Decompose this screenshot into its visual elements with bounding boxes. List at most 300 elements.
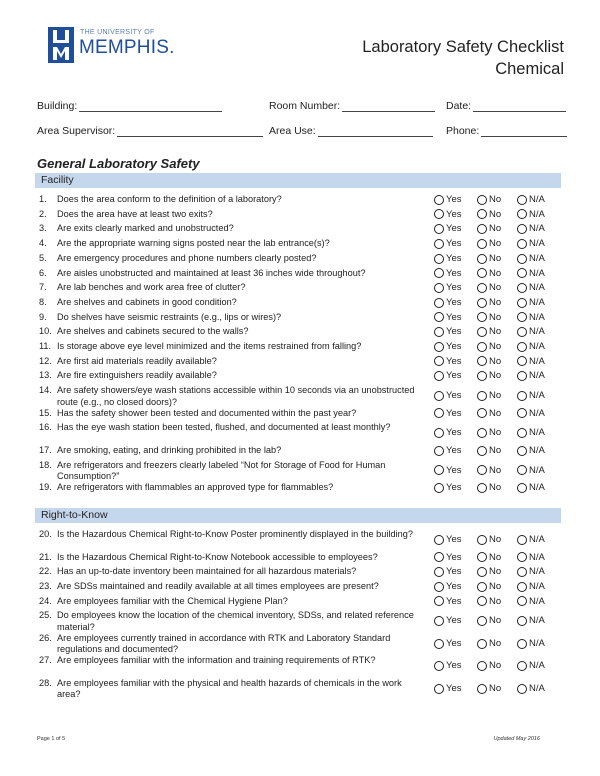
- radio-circle-icon[interactable]: [517, 371, 527, 381]
- item-question: Is the Hazardous Chemical Right-to-Know Poster prominently displayed in the building?: [57, 529, 413, 539]
- option-yes[interactable]: [434, 683, 462, 695]
- option-no[interactable]: [477, 581, 501, 593]
- radio-circle-icon[interactable]: [517, 195, 527, 205]
- answer-options: [434, 655, 564, 678]
- option-yes[interactable]: [434, 326, 462, 338]
- option-no[interactable]: [477, 482, 501, 494]
- radio-circle-icon[interactable]: [477, 552, 487, 562]
- option-label: Yes: [446, 296, 462, 308]
- checklist-item: [39, 297, 562, 312]
- radio-circle-icon[interactable]: [434, 239, 444, 249]
- radio-circle-icon[interactable]: [477, 298, 487, 308]
- radio-circle-icon[interactable]: [477, 283, 487, 293]
- option-na[interactable]: [517, 660, 545, 672]
- radio-circle-icon[interactable]: [434, 268, 444, 278]
- area-supervisor-input[interactable]: [117, 125, 263, 137]
- option-label: N/A: [529, 444, 545, 456]
- option-label: N/A: [529, 660, 545, 672]
- answer-options: [434, 268, 564, 283]
- radio-circle-icon[interactable]: [434, 342, 444, 352]
- radio-circle-icon[interactable]: [477, 239, 487, 249]
- option-yes[interactable]: [434, 238, 462, 250]
- option-label: N/A: [529, 682, 545, 694]
- radio-circle-icon[interactable]: [434, 616, 444, 626]
- option-no[interactable]: [477, 427, 501, 439]
- radio-circle-icon[interactable]: [434, 312, 444, 322]
- radio-circle-icon[interactable]: [434, 483, 444, 493]
- option-label: N/A: [529, 390, 545, 402]
- option-no[interactable]: [477, 596, 501, 608]
- radio-circle-icon[interactable]: [517, 224, 527, 234]
- option-label: N/A: [529, 252, 545, 264]
- option-na[interactable]: [517, 581, 545, 593]
- answer-options: [434, 341, 564, 356]
- option-na[interactable]: [517, 552, 545, 564]
- radio-circle-icon[interactable]: [517, 616, 527, 626]
- option-na[interactable]: [517, 408, 545, 420]
- option-na[interactable]: [517, 390, 545, 402]
- option-no[interactable]: [477, 534, 501, 546]
- page-number: Page 1 of 5: [37, 736, 66, 742]
- option-label: No: [489, 637, 502, 649]
- item-number: 6.: [39, 267, 47, 278]
- room-number-label: Room Number:: [269, 100, 341, 112]
- item-number: 16.: [39, 422, 52, 433]
- checklist-item: [39, 223, 562, 238]
- checklist-item: [39, 610, 562, 633]
- item-number: 15.: [39, 407, 52, 418]
- option-na[interactable]: [517, 223, 545, 235]
- option-na[interactable]: [517, 482, 545, 494]
- item-question: Are shelves and cabinets secured to the walls?: [57, 326, 249, 337]
- item-question: Are SDSs maintained and readily available at all times employees are present?: [57, 580, 379, 591]
- radio-circle-icon[interactable]: [434, 684, 444, 694]
- item-number: 23.: [39, 580, 52, 591]
- option-yes[interactable]: [434, 312, 462, 324]
- option-na[interactable]: [517, 445, 545, 457]
- option-no[interactable]: [477, 223, 501, 235]
- option-na[interactable]: [517, 282, 545, 294]
- option-label: No: [489, 682, 502, 694]
- option-na[interactable]: [517, 427, 545, 439]
- option-yes[interactable]: [434, 268, 462, 280]
- answer-options: [434, 529, 564, 552]
- radio-circle-icon[interactable]: [517, 209, 527, 219]
- item-question: Has the safety shower been tested and documented within the past year?: [57, 407, 357, 418]
- radio-circle-icon[interactable]: [477, 268, 487, 278]
- option-yes[interactable]: [434, 465, 462, 477]
- area-supervisor-field: [37, 125, 263, 137]
- radio-circle-icon[interactable]: [517, 483, 527, 493]
- item-number: 19.: [39, 482, 52, 492]
- university-logo-icon: [48, 27, 74, 63]
- option-label: Yes: [446, 464, 462, 476]
- option-na[interactable]: [517, 615, 545, 627]
- radio-circle-icon[interactable]: [517, 239, 527, 249]
- radio-circle-icon[interactable]: [434, 391, 444, 401]
- radio-circle-icon[interactable]: [477, 639, 487, 649]
- checklist-item: [39, 633, 562, 656]
- item-question: Does the area conform to the definition of a laboratory?: [57, 194, 282, 204]
- answer-options: [434, 445, 564, 460]
- item-number: 20.: [39, 529, 52, 539]
- checklist-item: [39, 529, 562, 552]
- radio-circle-icon[interactable]: [434, 356, 444, 366]
- radio-circle-icon[interactable]: [517, 567, 527, 577]
- option-label: Yes: [446, 194, 462, 205]
- option-label: N/A: [529, 194, 545, 205]
- option-label: Yes: [446, 341, 462, 352]
- option-na[interactable]: [517, 683, 545, 695]
- option-na[interactable]: [517, 194, 545, 206]
- item-number: 4.: [39, 238, 47, 249]
- radio-circle-icon[interactable]: [517, 684, 527, 694]
- building-input[interactable]: [79, 100, 222, 112]
- checklist-item: [39, 552, 562, 567]
- radio-circle-icon[interactable]: [517, 327, 527, 337]
- radio-circle-icon[interactable]: [434, 283, 444, 293]
- item-question: Has the eye wash station been tested, flushed, and documented at least monthly?: [57, 422, 391, 433]
- option-yes[interactable]: [434, 356, 462, 368]
- option-no[interactable]: [477, 356, 501, 368]
- option-label: No: [489, 267, 502, 279]
- radio-circle-icon[interactable]: [434, 582, 444, 592]
- answer-options: [434, 370, 564, 385]
- phone-field: [446, 125, 567, 137]
- radio-circle-icon[interactable]: [434, 298, 444, 308]
- option-no[interactable]: [477, 638, 501, 650]
- answer-options: [434, 223, 564, 238]
- item-number: 11.: [39, 341, 52, 351]
- option-no[interactable]: [477, 268, 501, 280]
- item-question: Are employees familiar with the Chemical Hygiene Plan?: [57, 595, 288, 606]
- radio-circle-icon[interactable]: [477, 582, 487, 592]
- date-field: [446, 100, 566, 112]
- radio-circle-icon[interactable]: [477, 254, 487, 264]
- option-no[interactable]: [477, 566, 501, 578]
- radio-circle-icon[interactable]: [477, 446, 487, 456]
- radio-circle-icon[interactable]: [517, 661, 527, 671]
- radio-circle-icon[interactable]: [477, 312, 487, 322]
- item-number: 25.: [39, 610, 52, 621]
- option-label: No: [489, 595, 502, 607]
- option-label: N/A: [529, 208, 545, 220]
- option-na[interactable]: [517, 534, 545, 546]
- radio-circle-icon[interactable]: [477, 661, 487, 671]
- option-yes[interactable]: [434, 534, 462, 546]
- radio-circle-icon[interactable]: [517, 408, 527, 418]
- option-label: Yes: [446, 223, 462, 235]
- radio-circle-icon[interactable]: [517, 391, 527, 401]
- radio-circle-icon[interactable]: [517, 428, 527, 438]
- checklist-item: [39, 312, 562, 327]
- option-label: No: [489, 296, 502, 308]
- option-label: N/A: [529, 551, 545, 563]
- option-label: N/A: [529, 223, 545, 235]
- option-yes[interactable]: [434, 194, 462, 206]
- logo-small-text: THE UNIVERSITY OF: [80, 29, 155, 36]
- item-number: 22.: [39, 566, 52, 577]
- checklist-item: [39, 482, 562, 497]
- building-label: Building:: [37, 100, 78, 112]
- option-yes[interactable]: [434, 408, 462, 420]
- radio-circle-icon[interactable]: [434, 371, 444, 381]
- option-no[interactable]: [477, 615, 501, 627]
- option-label: No: [489, 551, 502, 563]
- option-na[interactable]: [517, 638, 545, 650]
- option-label: No: [489, 615, 502, 627]
- radio-circle-icon[interactable]: [477, 356, 487, 366]
- answer-options: [434, 581, 564, 596]
- item-question: Are first aid materials readily available?: [57, 355, 217, 366]
- option-no[interactable]: [477, 209, 501, 221]
- item-question: Are smoking, eating, and drinking prohibited in the lab?: [57, 444, 282, 455]
- option-na[interactable]: [517, 566, 545, 578]
- radio-circle-icon[interactable]: [434, 209, 444, 219]
- option-yes[interactable]: [434, 638, 462, 650]
- radio-circle-icon[interactable]: [517, 639, 527, 649]
- item-question: Are aisles unobstructed and maintained at least 36 inches wide throughout?: [57, 267, 366, 278]
- radio-circle-icon[interactable]: [477, 483, 487, 493]
- radio-circle-icon[interactable]: [517, 596, 527, 606]
- option-label: No: [489, 311, 502, 323]
- item-number: 5.: [39, 252, 47, 263]
- option-na[interactable]: [517, 238, 545, 250]
- option-no[interactable]: [477, 297, 501, 309]
- option-no[interactable]: [477, 282, 501, 294]
- item-number: 17.: [39, 444, 52, 455]
- option-no[interactable]: [477, 660, 501, 672]
- option-no[interactable]: [477, 390, 501, 402]
- group-header: Facility: [35, 173, 561, 188]
- room-number-input[interactable]: [342, 100, 435, 112]
- item-question: Are employees currently trained in accordance with RTK and Laboratory Standard regulations and documented?: [57, 632, 391, 655]
- radio-circle-icon[interactable]: [517, 582, 527, 592]
- answer-options: [434, 282, 564, 297]
- option-na[interactable]: [517, 341, 545, 353]
- option-label: Yes: [446, 208, 462, 220]
- option-label: Yes: [446, 534, 462, 545]
- option-label: Yes: [446, 682, 462, 694]
- option-label: Yes: [446, 566, 462, 578]
- radio-circle-icon[interactable]: [477, 684, 487, 694]
- option-yes[interactable]: [434, 223, 462, 235]
- radio-circle-icon[interactable]: [434, 661, 444, 671]
- item-question: Is the Hazardous Chemical Right-to-Know Notebook accessible to employees?: [57, 551, 378, 562]
- option-no[interactable]: [477, 552, 501, 564]
- radio-circle-icon[interactable]: [517, 535, 527, 545]
- option-label: N/A: [529, 637, 545, 649]
- radio-circle-icon[interactable]: [477, 535, 487, 545]
- item-number: 12.: [39, 355, 52, 366]
- option-no[interactable]: [477, 370, 501, 382]
- option-label: N/A: [529, 370, 545, 382]
- item-number: 18.: [39, 459, 52, 470]
- radio-circle-icon[interactable]: [477, 391, 487, 401]
- option-yes[interactable]: [434, 297, 462, 309]
- item-number: 10.: [39, 326, 52, 337]
- radio-circle-icon[interactable]: [434, 567, 444, 577]
- option-na[interactable]: [517, 356, 545, 368]
- radio-circle-icon[interactable]: [477, 371, 487, 381]
- option-na[interactable]: [517, 596, 545, 608]
- option-no[interactable]: [477, 194, 501, 206]
- radio-circle-icon[interactable]: [434, 596, 444, 606]
- radio-circle-icon[interactable]: [477, 567, 487, 577]
- radio-circle-icon[interactable]: [477, 428, 487, 438]
- item-question: Are refrigerators with flammables an approved type for flammables?: [57, 482, 334, 492]
- area-use-field: [269, 125, 433, 137]
- checklist-item: [39, 370, 562, 385]
- option-label: No: [489, 208, 502, 220]
- radio-circle-icon[interactable]: [434, 535, 444, 545]
- radio-circle-icon[interactable]: [434, 446, 444, 456]
- option-label: Yes: [446, 238, 462, 250]
- option-no[interactable]: [477, 683, 501, 695]
- radio-circle-icon[interactable]: [477, 408, 487, 418]
- item-question: Is storage above eye level minimized and the items restrained from falling?: [57, 341, 362, 351]
- option-label: Yes: [446, 551, 462, 563]
- option-yes[interactable]: [434, 615, 462, 627]
- option-label: Yes: [446, 660, 462, 672]
- option-label: N/A: [529, 326, 545, 338]
- checklist-item: [39, 326, 562, 341]
- option-label: N/A: [529, 282, 545, 294]
- checklist-item: [39, 596, 562, 611]
- checklist-item: [39, 655, 562, 678]
- option-yes[interactable]: [434, 482, 462, 494]
- option-label: N/A: [529, 355, 545, 367]
- item-number: 28.: [39, 677, 52, 688]
- radio-circle-icon[interactable]: [434, 552, 444, 562]
- option-yes[interactable]: [434, 445, 462, 457]
- option-label: No: [489, 370, 502, 382]
- radio-circle-icon[interactable]: [517, 254, 527, 264]
- option-label: Yes: [446, 637, 462, 649]
- radio-circle-icon[interactable]: [517, 342, 527, 352]
- item-question: Are employees familiar with the information and training requirements of RTK?: [57, 655, 376, 666]
- item-number: 9.: [39, 311, 47, 322]
- area-use-input[interactable]: [318, 125, 433, 137]
- answer-options: [434, 312, 564, 327]
- option-no[interactable]: [477, 312, 501, 324]
- checklist-item: [39, 253, 562, 268]
- item-number: 8.: [39, 296, 47, 307]
- option-yes[interactable]: [434, 660, 462, 672]
- answer-options: [434, 356, 564, 371]
- radio-circle-icon[interactable]: [477, 224, 487, 234]
- option-label: No: [489, 326, 502, 338]
- radio-circle-icon[interactable]: [477, 596, 487, 606]
- date-input[interactable]: [473, 100, 566, 112]
- option-na[interactable]: [517, 370, 545, 382]
- radio-circle-icon[interactable]: [477, 195, 487, 205]
- option-yes[interactable]: [434, 566, 462, 578]
- item-number: 7.: [39, 282, 47, 293]
- option-label: Yes: [446, 311, 462, 323]
- option-yes[interactable]: [434, 390, 462, 402]
- option-label: Yes: [446, 580, 462, 592]
- radio-circle-icon[interactable]: [434, 408, 444, 418]
- radio-circle-icon[interactable]: [517, 552, 527, 562]
- option-no[interactable]: [477, 326, 501, 338]
- answer-options: [434, 460, 564, 483]
- option-yes[interactable]: [434, 581, 462, 593]
- option-no[interactable]: [477, 253, 501, 265]
- option-label: N/A: [529, 566, 545, 578]
- radio-circle-icon[interactable]: [517, 356, 527, 366]
- option-yes[interactable]: [434, 596, 462, 608]
- option-yes[interactable]: [434, 209, 462, 221]
- option-yes[interactable]: [434, 341, 462, 353]
- radio-circle-icon[interactable]: [477, 342, 487, 352]
- radio-circle-icon[interactable]: [517, 268, 527, 278]
- radio-circle-icon[interactable]: [434, 327, 444, 337]
- answer-options: [434, 194, 564, 209]
- option-label: No: [489, 482, 502, 493]
- option-yes[interactable]: [434, 552, 462, 564]
- option-na[interactable]: [517, 465, 545, 477]
- radio-circle-icon[interactable]: [517, 446, 527, 456]
- radio-circle-icon[interactable]: [477, 209, 487, 219]
- option-yes[interactable]: [434, 427, 462, 439]
- section-title: General Laboratory Safety: [37, 156, 200, 171]
- answer-options: [434, 678, 564, 701]
- radio-circle-icon[interactable]: [477, 616, 487, 626]
- radio-circle-icon[interactable]: [517, 283, 527, 293]
- option-na[interactable]: [517, 297, 545, 309]
- radio-circle-icon[interactable]: [477, 327, 487, 337]
- item-question: Are fire extinguishers readily available?: [57, 370, 217, 381]
- option-label: No: [489, 534, 502, 545]
- option-na[interactable]: [517, 268, 545, 280]
- radio-circle-icon[interactable]: [434, 428, 444, 438]
- option-na[interactable]: [517, 326, 545, 338]
- option-yes[interactable]: [434, 282, 462, 294]
- answer-options: [434, 385, 564, 408]
- item-number: 27.: [39, 655, 52, 666]
- option-label: No: [489, 194, 502, 205]
- document-subtitle: Chemical: [495, 60, 564, 78]
- phone-input[interactable]: [481, 125, 567, 137]
- radio-circle-icon[interactable]: [434, 195, 444, 205]
- radio-circle-icon[interactable]: [477, 465, 487, 475]
- option-yes[interactable]: [434, 253, 462, 265]
- radio-circle-icon[interactable]: [517, 298, 527, 308]
- option-na[interactable]: [517, 253, 545, 265]
- option-no[interactable]: [477, 238, 501, 250]
- option-label: N/A: [529, 580, 545, 592]
- radio-circle-icon[interactable]: [517, 312, 527, 322]
- radio-circle-icon[interactable]: [434, 639, 444, 649]
- option-no[interactable]: [477, 408, 501, 420]
- item-question: Do employees know the location of the chemical inventory, SDSs, and related reference material?: [57, 610, 414, 632]
- radio-circle-icon[interactable]: [434, 224, 444, 234]
- option-no[interactable]: [477, 341, 501, 353]
- option-na[interactable]: [517, 312, 545, 324]
- option-yes[interactable]: [434, 370, 462, 382]
- option-na[interactable]: [517, 209, 545, 221]
- option-no[interactable]: [477, 445, 501, 457]
- radio-circle-icon[interactable]: [434, 254, 444, 264]
- radio-circle-icon[interactable]: [434, 465, 444, 475]
- answer-options: [434, 482, 564, 497]
- item-question: Are lab benches and work area free of clutter?: [57, 282, 246, 293]
- option-label: Yes: [446, 267, 462, 279]
- option-no[interactable]: [477, 465, 501, 477]
- radio-circle-icon[interactable]: [517, 465, 527, 475]
- item-number: 24.: [39, 595, 52, 606]
